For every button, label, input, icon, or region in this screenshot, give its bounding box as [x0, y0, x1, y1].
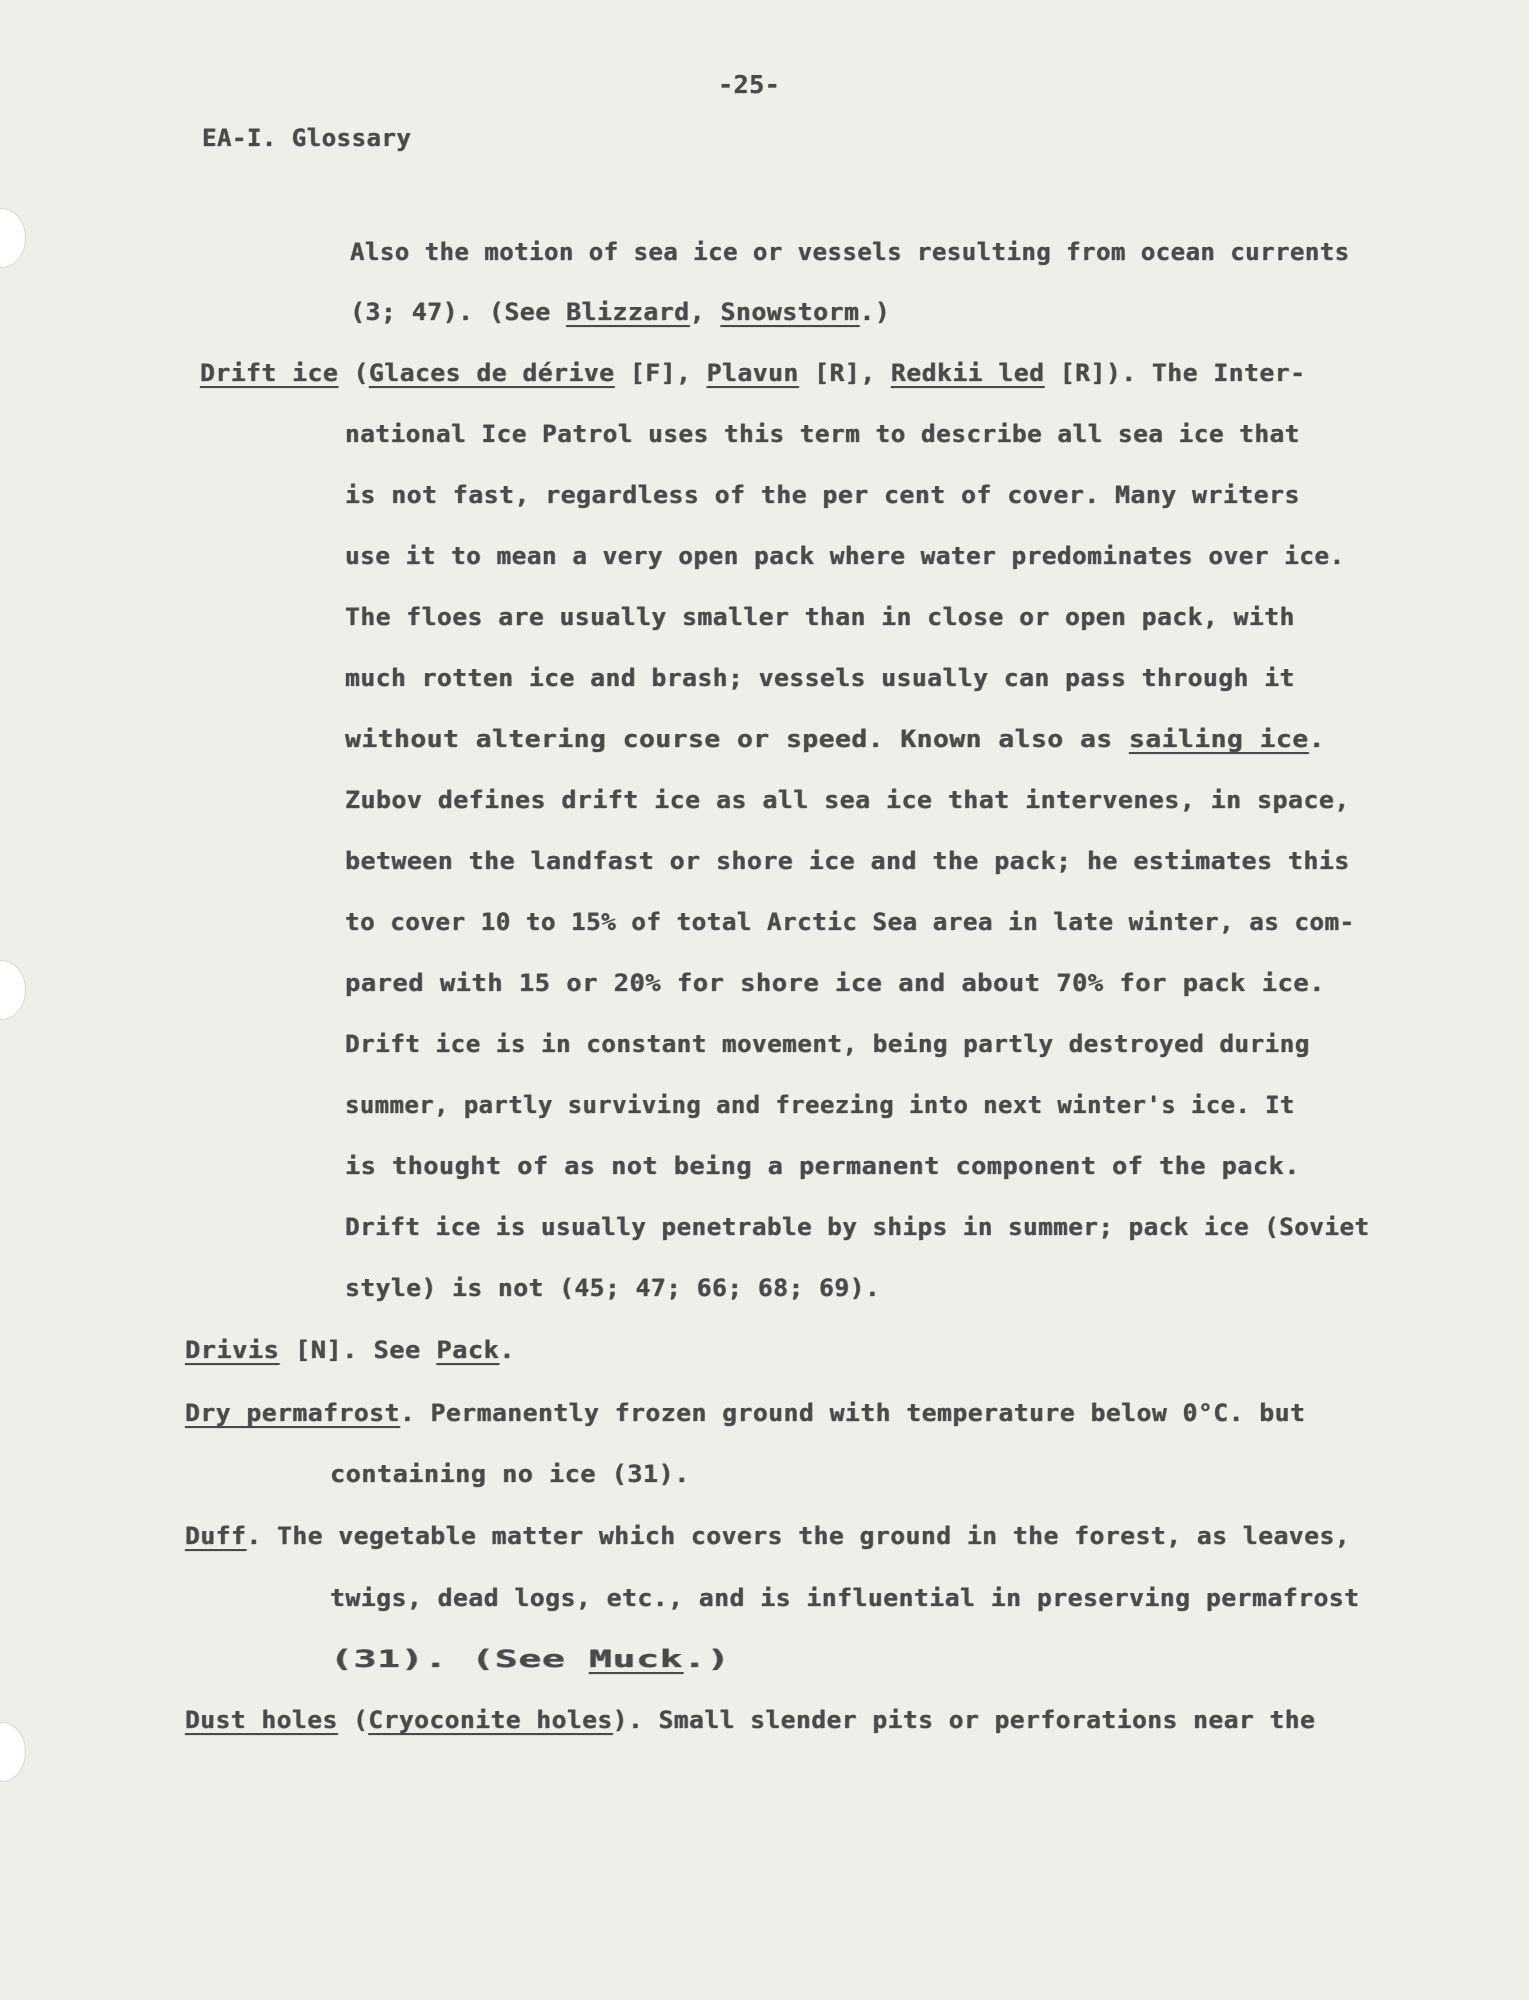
text-line	[345, 1213, 1370, 1241]
text-span: style) is not (45; 47; 66; 68; 69).	[345, 1274, 881, 1302]
text-span: pared with 15 or 20% for shore ice and about 70% for pack ice.	[345, 969, 1325, 997]
page-number: -25-	[718, 70, 781, 99]
text-line	[350, 298, 890, 326]
text-line	[185, 1399, 1305, 1427]
text-span: The floes are usually smaller than in close or open pack, with	[345, 603, 1295, 631]
text-line	[345, 1152, 1300, 1180]
text-line	[345, 908, 1355, 936]
underlined-term: Blizzard	[566, 298, 690, 326]
text-span: [R],	[798, 359, 891, 387]
text-span: [F],	[614, 359, 707, 387]
underlined-term: Redkii led	[890, 359, 1045, 387]
text-span: is thought of as not being a permanent component of the pack.	[345, 1152, 1300, 1180]
text-span: national Ice Patrol uses this term to describe all sea ice that	[345, 420, 1300, 448]
text-span: (	[337, 1706, 369, 1734]
text-line	[345, 420, 1300, 448]
punch-hole	[0, 960, 26, 1020]
text-span: Also the motion of sea ice or vessels resulting from ocean currents	[350, 238, 1350, 266]
text-line	[345, 664, 1295, 692]
text-line	[345, 969, 1325, 997]
text-line	[330, 1584, 1360, 1612]
text-span: ). Small slender pits or perforations near the	[612, 1706, 1316, 1734]
underlined-term: Glaces de dérive	[368, 359, 615, 387]
text-span: . Permanently frozen ground with temperature below 0°C. but	[399, 1399, 1306, 1427]
text-span: .)	[683, 1645, 731, 1673]
text-span: . The vegetable matter which covers the ground in the forest, as leaves,	[246, 1522, 1351, 1550]
text-line	[350, 238, 1350, 266]
text-span: Zubov defines drift ice as all sea ice that intervenes, in space,	[345, 786, 1350, 814]
underlined-term: Muck	[588, 1645, 684, 1673]
text-span: summer, partly surviving and freezing into next winter's ice. It	[345, 1091, 1295, 1119]
text-line	[185, 1336, 515, 1364]
underlined-term: Pack	[436, 1336, 500, 1364]
text-line	[185, 1522, 1350, 1550]
punch-hole	[0, 1722, 26, 1782]
underlined-term: Dust holes	[185, 1706, 338, 1734]
text-span: between the landfast or shore ice and the pack; he estimates this	[345, 847, 1350, 875]
text-span: ,	[689, 298, 721, 326]
text-span: [N]. See	[279, 1336, 437, 1364]
text-span: Drift ice is usually penetrable by ships in summer; pack ice (Soviet	[345, 1213, 1370, 1241]
text-span: without altering course or speed. Known also as	[345, 725, 1129, 753]
text-span: twigs, dead logs, etc., and is influential in preserving permafrost	[330, 1584, 1360, 1612]
text-span: .	[1308, 725, 1325, 753]
text-span: .	[499, 1336, 515, 1364]
text-line	[330, 1460, 690, 1488]
text-line	[345, 481, 1300, 509]
underlined-term: Cryoconite holes	[368, 1706, 613, 1734]
text-span: (	[338, 359, 369, 387]
text-line	[345, 786, 1350, 814]
punch-hole	[0, 208, 26, 268]
text-line	[185, 1706, 1315, 1734]
text-span: containing no ice (31).	[330, 1460, 690, 1488]
text-line	[345, 542, 1345, 570]
underlined-term: Plavun	[706, 359, 799, 387]
text-span: is not fast, regardless of the per cent of cover. Many writers	[345, 481, 1300, 509]
underlined-term: Duff	[185, 1522, 247, 1550]
text-line	[345, 603, 1295, 631]
text-line	[345, 725, 1325, 753]
underlined-term: sailing ice	[1128, 725, 1309, 753]
text-line	[345, 847, 1350, 875]
text-line	[345, 1274, 880, 1302]
underlined-term: Drift ice	[200, 359, 339, 387]
text-line	[200, 359, 1305, 387]
text-span: (3; 47). (See	[350, 298, 567, 326]
section-header: EA-I. Glossary	[202, 124, 412, 152]
text-span: to cover 10 to 15% of total Arctic Sea area in late winter, as com-	[345, 908, 1355, 936]
underlined-term: Dry permafrost	[185, 1399, 400, 1427]
underlined-term: Snowstorm	[720, 298, 860, 326]
underlined-term: Drivis	[185, 1336, 280, 1364]
text-span: much rotten ice and brash; vessels usually can pass through it	[345, 664, 1295, 692]
text-line	[345, 1030, 1310, 1058]
text-span: .)	[859, 298, 891, 326]
text-line	[345, 1091, 1295, 1119]
text-span: use it to mean a very open pack where water predominates over ice.	[345, 542, 1345, 570]
text-line	[330, 1645, 730, 1673]
text-span: (31). (See	[330, 1645, 589, 1673]
text-span: Drift ice is in constant movement, being partly destroyed during	[345, 1030, 1310, 1058]
text-span: [R]). The Inter-	[1044, 359, 1306, 387]
